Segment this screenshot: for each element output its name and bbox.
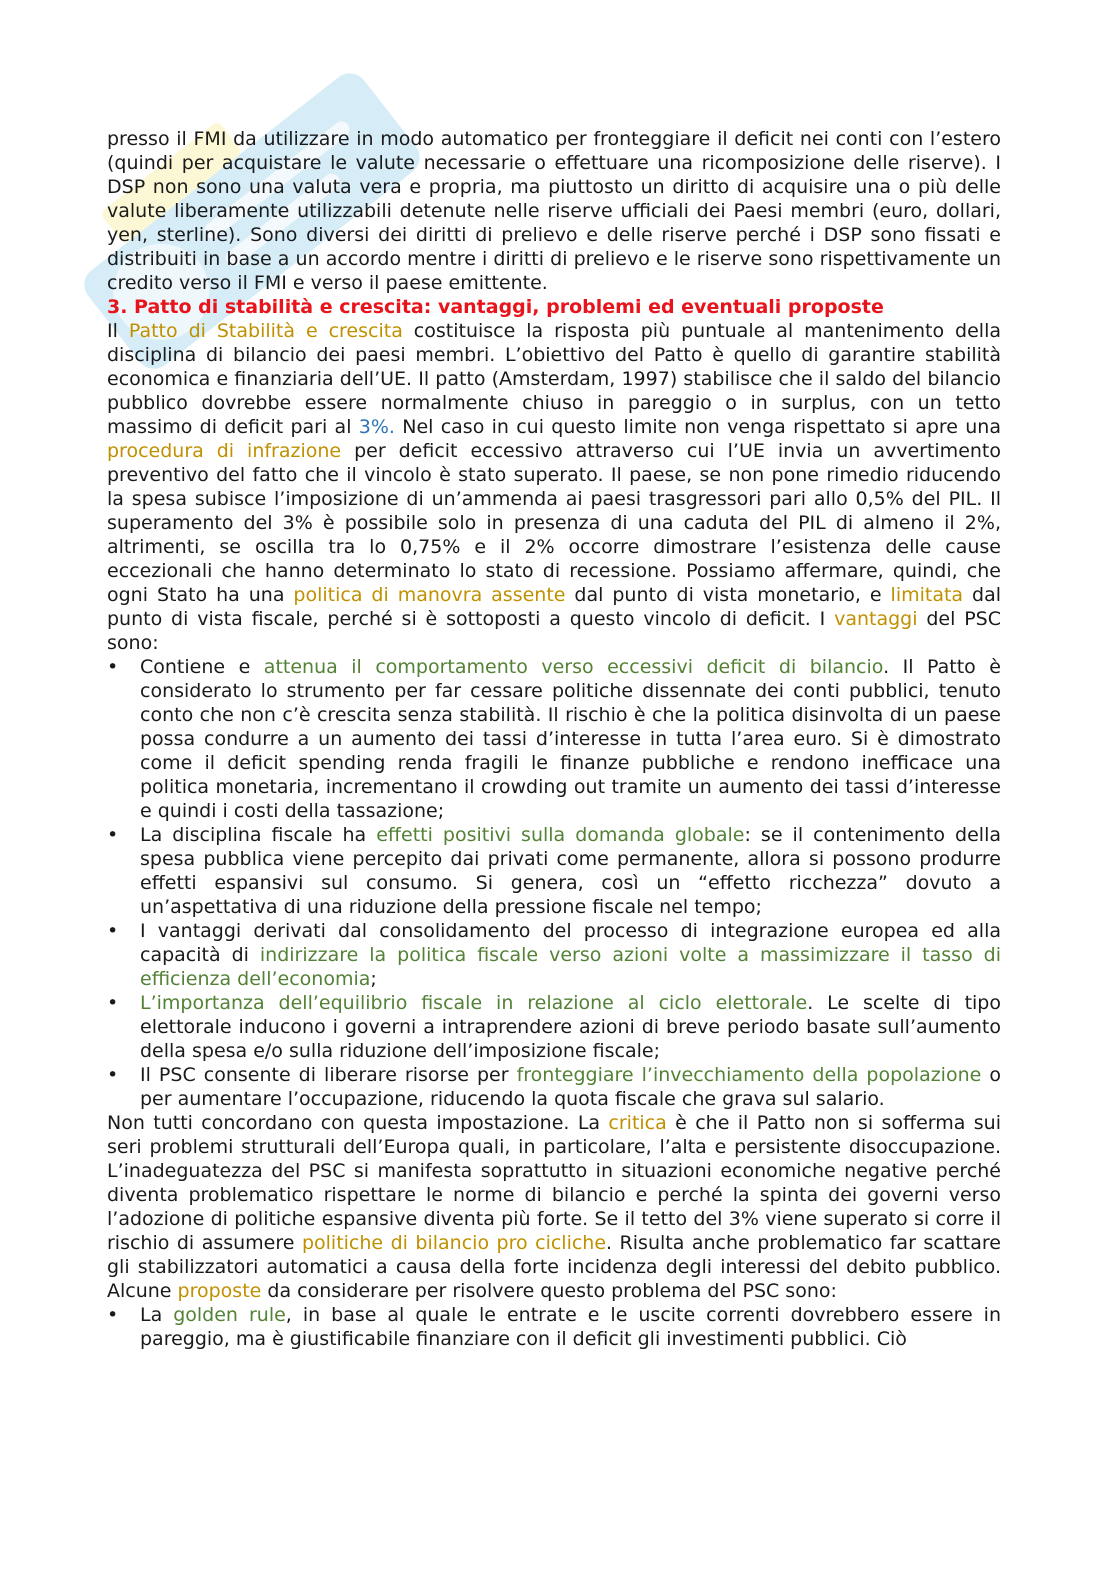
text-segment: presso il FMI da utilizzare in modo automatico per fronteggiare il deficit nei conti con l’estero (quindi per acquistare le valute necessarie o effettuare una ricomposizione delle riserve). I DSP non sono una valuta vera e propria, ma piuttosto un (107, 128, 1001, 198)
text-segment: , perché si è sottoposti a questo vincolo di deficit. I (312, 608, 835, 630)
text-segment: monetario (757, 584, 855, 606)
text-segment: . Le scelte di tipo elettorale inducono i governi a intraprendere azioni di breve periodo basate sull’aumento della spesa e/o sulla riduzione dell’imposizione fiscale; (140, 992, 1001, 1062)
text-segment: effetti positivi sulla domanda globale (376, 824, 745, 846)
text-segment: indirizzare la politica fiscale verso azioni volte a massimizzare il tasso di efficienza dell’economia (140, 944, 1002, 990)
text-segment: liberamente utilizzabili detenute nelle riserve ufficiali dei Paesi membri (euro, dollari, yen, sterline). Sono diversi dei diritti di prelievo e delle riserve perché i DSP sono fissati e distribuiti in base a un accordo mentre i diritti di prelievo e le riserve sono rispettivamente un (107, 200, 1001, 270)
text-segment: : se il contenimento della spesa pubblica viene percepito dai privati come permanente, allora si possono produrre effetti espansivi sul consumo. Si genera, così un “effetto ricchezza” dovuto a un’aspettativa di una riduzione della pressione fiscale nel tempo; (140, 824, 1001, 918)
text-segment: limitata (890, 584, 964, 606)
list-item (107, 991, 1001, 1063)
text-segment: golden rule (173, 1304, 286, 1326)
text-segment: ; (370, 968, 377, 990)
intro-paragraph (107, 127, 1001, 295)
text-segment: I vantaggi derivati dal consolidamento del processo di integrazione europea ed alla capacità di (140, 920, 1001, 966)
text-segment: dal punto di vista (565, 584, 758, 606)
text-segment: per deficit eccessivo attraverso cui l’UE invia un avvertimento preventivo del fatto che il vincolo è stato superato. Il paese, se non pone rimedio riducendo la spesa subisce l’imposizione di un’ammenda ai paesi trasgressori pari allo 0,5% del PIL. Il superamento del 3% è possibile solo in presenza di una caduta del PIL di almeno il 2%, altrimenti, se oscilla tra lo 0,75% e il 2% occorre dimostrare l’esistenza delle cause eccezionali che hanno determinato lo stato di recessione. Possiamo affermare, quindi, che ogni Stato ha una (107, 440, 1001, 606)
list-item (107, 919, 1001, 991)
text-segment: pareggio o in surplus (627, 392, 851, 414)
text-segment: Non tutti concordano con questa impostazione. La (107, 1112, 609, 1134)
vantaggi-list (107, 655, 1001, 1111)
text-segment: Nel caso in cui questo limite non venga rispettato si apre una (394, 416, 1001, 438)
text-segment: procedura di infrazione (107, 440, 342, 462)
section-heading: 3. Patto di stabilità e crescita: vantaggi, problemi ed eventuali proposte (107, 296, 884, 318)
text-segment: costituisce la risposta più puntuale al mantenimento della (402, 320, 1001, 342)
text-segment: proposte (177, 1280, 262, 1302)
text-segment: . Risulta anche problematico far scattare gli stabilizzatori automatici a causa della forte incidenza degli interessi del debito pubblico. Alcune (107, 1232, 1001, 1302)
text-segment: vantaggi (834, 608, 918, 630)
text-segment: Il (107, 320, 129, 342)
text-segment: , e (854, 584, 891, 606)
text-segment: da considerare per risolvere questo problema del PSC sono: (261, 1280, 837, 1302)
text-segment: Contiene e (140, 656, 264, 678)
text-segment: diritto di acquisire una o più delle valute (107, 176, 1001, 222)
text-segment: 3%. (358, 416, 395, 438)
paragraph-patto (107, 319, 1001, 655)
list-item (107, 823, 1001, 919)
text-segment: del PSC sono: (107, 608, 1001, 654)
text-segment: politiche di bilancio pro cicliche (301, 1232, 607, 1254)
document-body (107, 127, 1001, 1351)
proposte-list (107, 1303, 1001, 1351)
text-segment: Il PSC consente di liberare risorse per (140, 1064, 517, 1086)
text-segment: . Il Patto è considerato lo strumento per far cessare politiche dissennate dei conti pubblici, tenuto conto che non c’è crescita senza stabilità. Il rischio è che la politica disinvolta di un paese possa condurre a un aumento dei tassi d’interesse in tutta l’area euro. Si è dimostrato come il deficit spending renda fragili le finanze pubbliche e rendono inefficace una politica monetaria, incrementano il crowding out tramite un aumento dei tassi d’interesse e quindi i costi della tassazione; (140, 656, 1001, 822)
text-segment: fronteggiare l’invecchiamento della popolazione (516, 1064, 982, 1086)
text-segment: Patto di Stabilità e crescita (128, 320, 403, 342)
text-segment: La (140, 1304, 174, 1326)
list-item (107, 1303, 1001, 1351)
text-segment: attenua il comportamento verso eccessivi deficit di bilancio (263, 656, 884, 678)
text-segment: disciplina di bilancio (107, 344, 307, 366)
text-segment: La disciplina fiscale ha (140, 824, 377, 846)
text-segment: critica (608, 1112, 667, 1134)
text-segment: fiscale (251, 608, 313, 630)
text-segment: dei paesi membri. L’obiettivo del Patto è quello di garantire stabilità economica e finanziaria dell’UE. Il patto (Amsterdam, 1997) stabilisce che il saldo del bilancio pubblico dovrebbe essere normalmente chiuso in (107, 344, 1001, 414)
text-segment: L’importanza dell’equilibrio fiscale in relazione al ciclo elettorale (140, 992, 808, 1014)
text-segment: o per aumentare l’occupazione, riducendo la quota fiscale che grava sul salario. (140, 1064, 1001, 1110)
text-segment: credito (107, 272, 173, 294)
text-segment: verso il FMI e verso il paese emittente. (172, 272, 548, 294)
text-segment: politica di manovra assente (293, 584, 566, 606)
text-segment: dal punto di vista (107, 584, 1002, 630)
list-item (107, 655, 1001, 823)
text-segment: è che il Patto non si sofferma sui seri problemi strutturali dell’Europa quali, in particolare, l’alta e persistente disoccupazione. L’inadeguatezza del PSC si manifesta soprattutto in situazioni economiche negative perché diventa problematico rispettare le norme di bilancio e perché la spinta dei governi verso l’adozione di politiche espansive diventa più forte. Se il tetto del 3% viene superato si corre il rischio di assumere (107, 1112, 1001, 1254)
list-item (107, 1063, 1001, 1111)
text-segment: , con un tetto massimo di deficit pari al (107, 392, 1001, 438)
text-segment: , in base al quale le entrate e le uscite correnti dovrebbero essere in pareggio, ma è giustificabile finanziare con il deficit gli investimenti pubblici. Ciò (140, 1304, 1001, 1350)
paragraph-critica (107, 1111, 1001, 1303)
